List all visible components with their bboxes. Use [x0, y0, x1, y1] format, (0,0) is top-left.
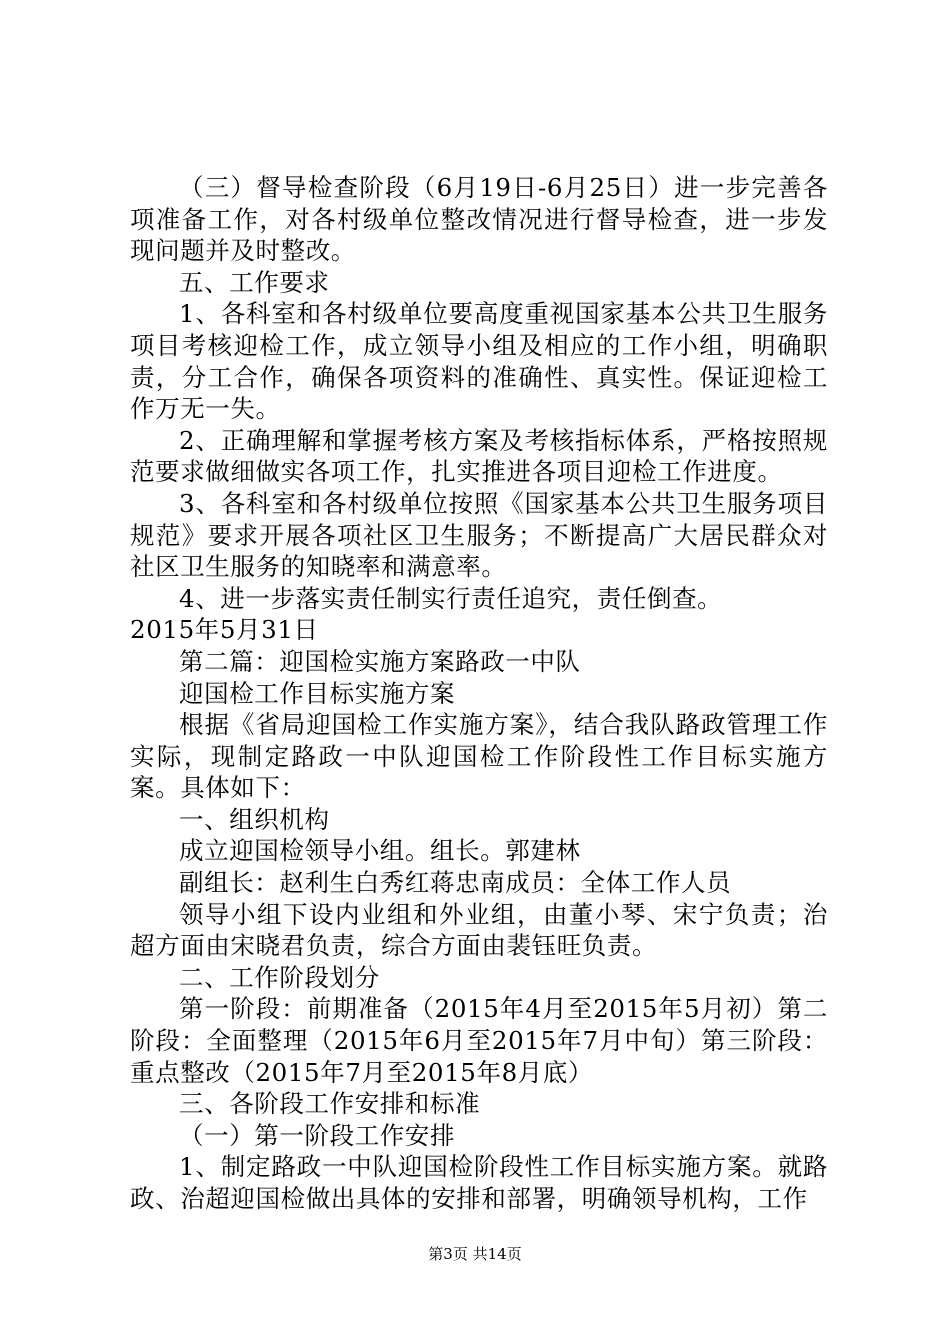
- heading-part-two: 第二篇：迎国检实施方案路政一中队: [179, 646, 581, 676]
- paragraph-requirement-1: 1、各科室和各村级单位要高度重视国家基本公共卫生服务项目考核迎检工作，成立领导小组及相应的工作小组，明确职责，分工合作，确保各项资料的准确性、真实性。保证迎检工作万无一失。: [130, 299, 828, 424]
- heading-work-stages: 二、工作阶段划分: [179, 962, 380, 992]
- heading-work-requirements: 五、工作要求: [179, 267, 330, 297]
- page-footer: 第3页 共14页: [428, 1245, 522, 1263]
- paragraph-requirement-3: 3、各科室和各村级单位按照《国家基本公共卫生服务项目规范》要求开展各项社区卫生服务；不断提高广大居民群众对社区卫生服务的知晓率和满意率。: [130, 488, 828, 582]
- paragraph-leader: 成立迎国检领导小组。组长。郭建林: [179, 836, 581, 866]
- paragraph-supervision-stage: （三）督导检查阶段（6月19日-6月25日）进一步完善各项准备工作，对各村级单位整改情况进行督导检查，进一步发现问题并及时整改。: [130, 173, 828, 266]
- paragraph-stages: 第一阶段：前期准备（2015年4月至2015年5月初）第二阶段：全面整理（2015年6月至2015年7月中旬）第三阶段：重点整改（2015年7月至2015年8月底）: [130, 994, 828, 1087]
- heading-plan-title: 迎国检工作目标实施方案: [179, 678, 456, 708]
- heading-organization: 一、组织机构: [179, 804, 330, 834]
- paragraph-stage-one-item-1: 1、制定路政一中队迎国检阶段性工作目标实施方案。就路政、治超迎国检做出具体的安排和部署，明确领导机构，工作: [130, 1152, 828, 1213]
- paragraph-intro: 根据《省局迎国检工作实施方案》，结合我队路政管理工作实际，现制定路政一中队迎国检工作阶段性工作目标实施方案。具体如下：: [130, 710, 828, 803]
- document-body: [130, 172, 828, 1215]
- heading-stage-arrangements: 三、各阶段工作安排和标准: [179, 1089, 481, 1119]
- paragraph-requirement-4: 4、进一步落实责任制实行责任追究，责任倒查。: [179, 583, 723, 613]
- paragraph-subgroups: 领导小组下设内业组和外业组，由董小琴、宋宁负责；治超方面由宋晓君负责，综合方面由裴钰旺负责。: [130, 899, 828, 961]
- paragraph-deputy-leaders: 副组长：赵利生白秀红蒋忠南成员：全体工作人员: [179, 868, 732, 898]
- document-date: 2015年5月31日: [130, 615, 319, 645]
- heading-stage-one: （一）第一阶段工作安排: [179, 1120, 456, 1150]
- paragraph-requirement-2: 2、正确理解和掌握考核方案及考核指标体系，严格按照规范要求做细做实各项工作，扎实推进各项目迎检工作进度。: [130, 425, 828, 487]
